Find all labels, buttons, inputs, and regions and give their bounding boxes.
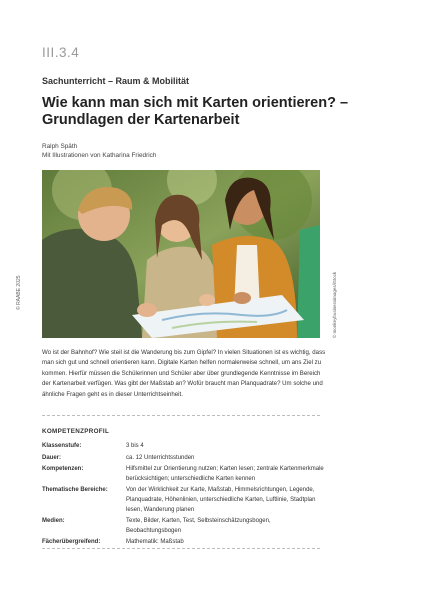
- profile-key: Medien:: [42, 518, 65, 525]
- profile-row: [42, 465, 327, 486]
- profile-key: Kompetenzen:: [42, 466, 84, 473]
- divider-bottom: [42, 548, 320, 549]
- profile-row: [42, 454, 327, 466]
- title-line-2: Grundlagen der Kartenarbeit: [42, 112, 240, 128]
- title-line-1: Wie kann man sich mit Karten orientieren? –: [42, 95, 349, 111]
- profile-key: Fächerübergreifend:: [42, 539, 101, 546]
- profile-value: Von der Wirklichkeit zur Karte, Maßstab, Himmelsrichtungen, Legende, Planquadrate, Höhenlinien, unterschiedliche Karten, Luftlinie, Stadtplan lesen, Wanderung planen: [126, 487, 316, 513]
- profile-value: ca. 12 Unterrichtsstunden: [126, 454, 195, 461]
- subject-line: Sachunterricht – Raum & Mobilität: [42, 76, 190, 86]
- author-block: [42, 142, 156, 160]
- profile-row: [42, 442, 327, 454]
- author-name: Ralph Späth: [42, 143, 78, 150]
- children-map-photo: [42, 170, 320, 338]
- profile-value: Mathematik: Maßstab: [126, 539, 184, 546]
- divider-top: [42, 415, 320, 416]
- profile-row: [42, 517, 327, 538]
- copyright-note: © RAABE 2025: [16, 275, 22, 310]
- profile-value: Hilfsmittel zur Orientierung nutzen; Karten lesen; zentrale Kartenmerkmale berücksichtigen; unterschiedliche Karten kennen: [126, 466, 324, 482]
- profile-key: Dauer:: [42, 454, 62, 461]
- profile-value: 3 bis 4: [126, 443, 144, 449]
- photo-credit: © monkeybusinessimages/iStock: [332, 271, 337, 338]
- profile-value: Texte, Bilder, Karten, Test, Selbsteinschätzungsbogen, Beobachtungsbogen: [126, 518, 271, 534]
- profile-key: Klassenstufe:: [42, 443, 82, 449]
- intro-paragraph: Wo ist der Bahnhof? Wie steil ist die Wanderung bis zum Gipfel? In vielen Situationen ist es wichtig, dass man sich gut und schnell orientieren kann. Digitale Karten helfen normalerweise schnell, um ans Ziel zu kommen. Hierfür müssen die Schülerinnen und Schüler aber über grundlegende Kenntnisse im Bereich der Kartenarbeit verfügen. Was gibt der Maßstab an? Wofür braucht man Planquadrate? Um solche und ähnliche Fragen geht es in dieser Unterrichtseinheit.: [42, 349, 326, 398]
- competence-profile-heading: KOMPETENZPROFIL: [42, 428, 110, 435]
- page-title: [42, 95, 372, 129]
- unit-code: III.3.4: [42, 45, 80, 60]
- illustrator-credit: Mit Illustrationen von Katharina Friedrich: [42, 152, 157, 159]
- profile-key: Thematische Bereiche:: [42, 487, 108, 494]
- competence-profile-table: [42, 442, 327, 550]
- profile-row: [42, 486, 327, 517]
